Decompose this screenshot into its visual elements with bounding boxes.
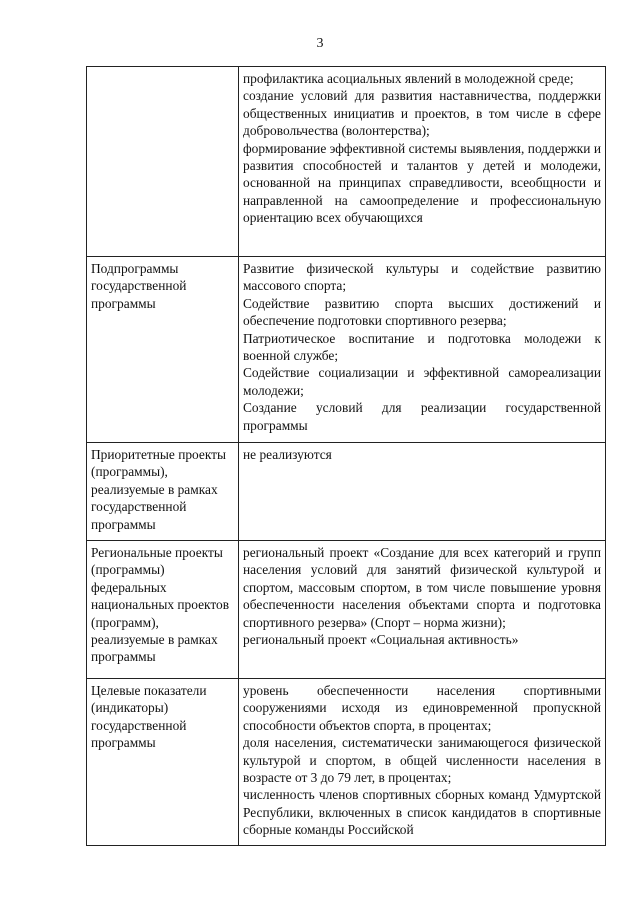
row-label: Приоритетные проекты (программы), реализуемые в рамках государственной программы: [87, 443, 239, 541]
table-row: [87, 541, 606, 679]
value-paragraph: Содействие развитию спорта высших достижений и обеспечение подготовки спортивного резерва;: [243, 295, 601, 329]
value-paragraph: региональный проект «Создание для всех категорий и групп населения условий для занятий физической культурой и спортом, массовым спортом, в том числе повышение уровня обеспеченности населения объектами спорта и подготовка спортивного резерва» (Спорт – норма жизни);: [243, 545, 601, 630]
row-value: [239, 67, 606, 257]
row-label: Подпрограммы государственной программы: [87, 257, 239, 443]
value-paragraph: Создание условий для реализации государственной программы: [243, 400, 601, 433]
value-paragraph: не реализуются: [243, 447, 332, 462]
table-row: [87, 67, 606, 257]
value-paragraph: профилактика асоциальных явлений в молодежной среде;: [243, 71, 574, 86]
passport-table: [86, 66, 606, 846]
row-label: Целевые показатели (индикаторы) государственной программы: [87, 679, 239, 846]
value-paragraph: Содействие социализации и эффективной самореализации молодежи;: [243, 365, 601, 398]
value-paragraph: Развитие физической культуры и содействие развитию массового спорта;: [243, 261, 601, 294]
row-value: [239, 679, 606, 846]
row-label: Региональные проекты (программы) федеральных национальных проектов (программ), реализуемые в рамках программы: [87, 541, 239, 679]
table-row: [87, 679, 606, 846]
page-number: 3: [316, 36, 324, 51]
value-paragraph: численность членов спортивных сборных команд Удмуртской Республики, включенных в список кандидатов в спортивные сборные команды Российской: [243, 787, 601, 838]
value-paragraph: создание условий для развития наставничества, поддержки общественных инициатив и проектов, в том числе в сфере добровольчества (волонтерства);: [243, 88, 601, 139]
table-row: [87, 443, 606, 541]
value-paragraph: региональный проект «Социальная активность»: [243, 632, 519, 648]
value-paragraph: Патриотическое воспитание и подготовка молодежи к военной службе;: [243, 330, 601, 364]
row-value: [239, 541, 606, 679]
value-paragraph: доля населения, систематически занимающегося физической культурой и спортом, в общей численности населения в возрасте от 3 до 79 лет, в процентах;: [243, 735, 601, 786]
value-paragraph: формирование эффективной системы выявления, поддержки и развития способностей и талантов у детей и молодежи, основанной на принципах справедливости, всеобщности и направленной на самоопределение и профессиональную ориентацию всех обучающихся: [243, 140, 601, 226]
value-paragraph: уровень обеспеченности населения спортивными сооружениями исходя из единовременной пропускной способности объектов спорта, в процентах;: [243, 683, 601, 733]
row-value: [239, 443, 606, 541]
table-row: [87, 257, 606, 443]
row-label: [87, 67, 239, 257]
row-value: [239, 257, 606, 443]
